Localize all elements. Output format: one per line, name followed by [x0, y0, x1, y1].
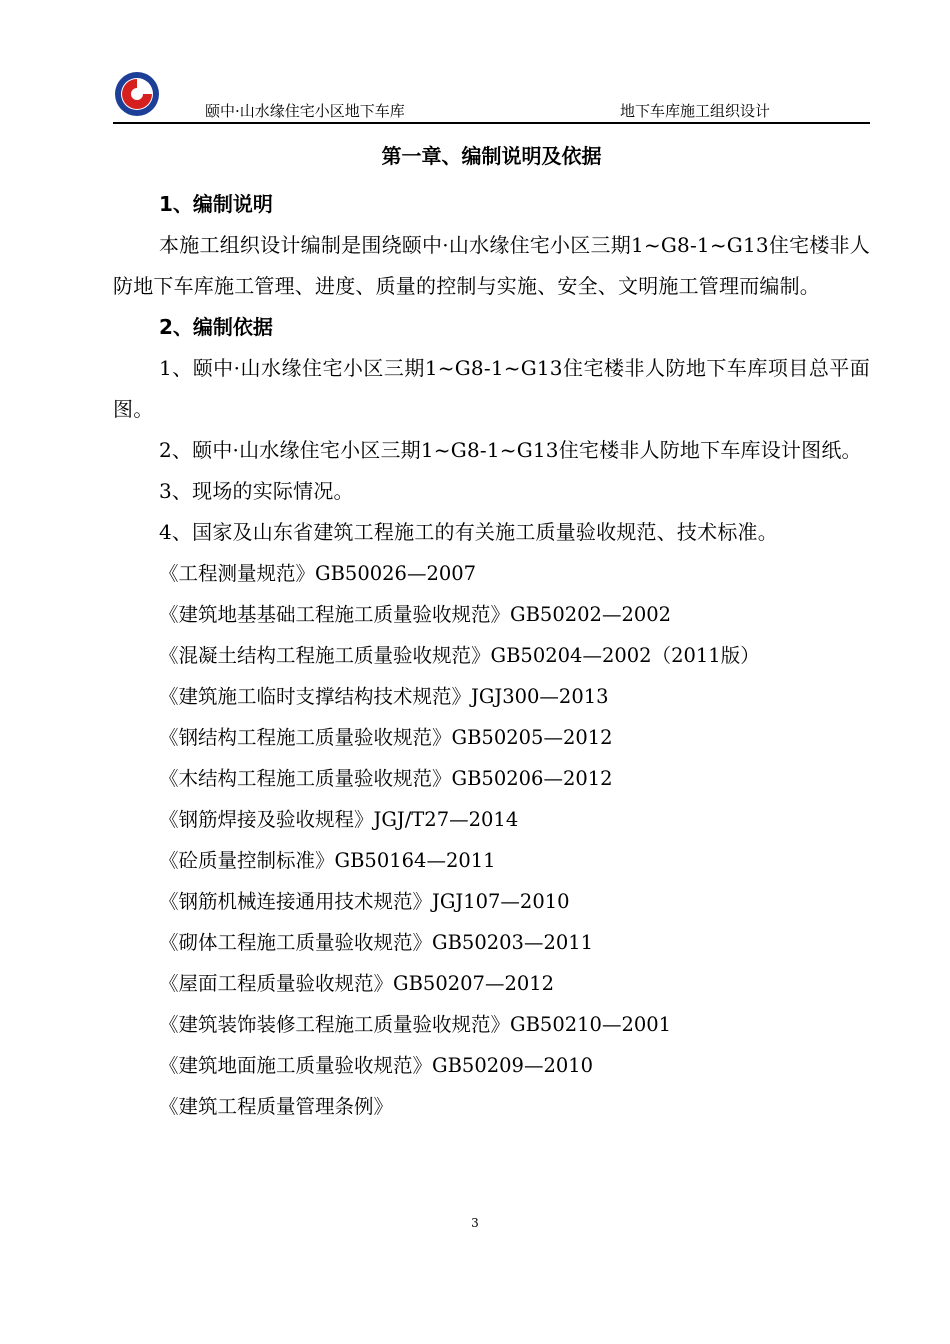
reference-item: 《砌体工程施工质量验收规范》GB50203—2011 [159, 931, 594, 954]
basis-item: 1、颐中·山水缘住宅小区三期1~G8-1~G13住宅楼非人防地下车库项目总平面图。 [113, 356, 870, 421]
section-heading: 2、编制依据 [159, 315, 273, 339]
section-heading: 1、编制说明 [159, 192, 273, 216]
company-logo-icon [113, 70, 161, 118]
chapter-title: 第一章、编制说明及依据 [381, 144, 602, 168]
basis-item: 4、国家及山东省建筑工程施工的有关施工质量验收规范、技术标准。 [159, 520, 778, 544]
page-number: 3 [471, 1216, 479, 1230]
page-content [113, 138, 870, 1127]
header-document-title: 地下车库施工组织设计 [620, 102, 771, 120]
reference-item: 《钢结构工程施工质量验收规范》GB50205—2012 [159, 726, 613, 749]
reference-item: 《钢筋机械连接通用技术规范》JGJ107—2010 [159, 890, 570, 913]
reference-item: 《工程测量规范》GB50026—2007 [159, 562, 477, 585]
reference-item: 《砼质量控制标准》GB50164—2011 [159, 849, 496, 872]
paragraph: 本施工组织设计编制是围绕颐中·山水缘住宅小区三期1~G8-1~G13住宅楼非人防地下车库施工管理、进度、质量的控制与实施、安全、文明施工管理而编制。 [113, 233, 870, 298]
reference-item: 《建筑装饰装修工程施工质量验收规范》GB50210—2001 [159, 1013, 672, 1036]
reference-item: 《建筑地基基础工程施工质量验收规范》GB50202—2002 [159, 603, 672, 626]
reference-item: 《建筑工程质量管理条例》 [159, 1095, 394, 1118]
reference-item: 《建筑施工临时支撑结构技术规范》JGJ300—2013 [159, 685, 609, 708]
reference-item: 《木结构工程施工质量验收规范》GB50206—2012 [159, 767, 613, 790]
basis-item: 2、颐中·山水缘住宅小区三期1~G8-1~G13住宅楼非人防地下车库设计图纸。 [159, 438, 862, 462]
reference-item: 《钢筋焊接及验收规程》JGJ/T27—2014 [159, 808, 519, 831]
header-project-name: 颐中·山水缘住宅小区地下车库 [205, 102, 405, 120]
reference-item: 《建筑地面施工质量验收规范》GB50209—2010 [159, 1054, 594, 1077]
reference-item: 《混凝土结构工程施工质量验收规范》GB50204—2002（2011版） [159, 644, 760, 667]
basis-item: 3、现场的实际情况。 [159, 479, 354, 503]
reference-item: 《屋面工程质量验收规范》GB50207—2012 [159, 972, 555, 995]
page-header [113, 62, 870, 124]
